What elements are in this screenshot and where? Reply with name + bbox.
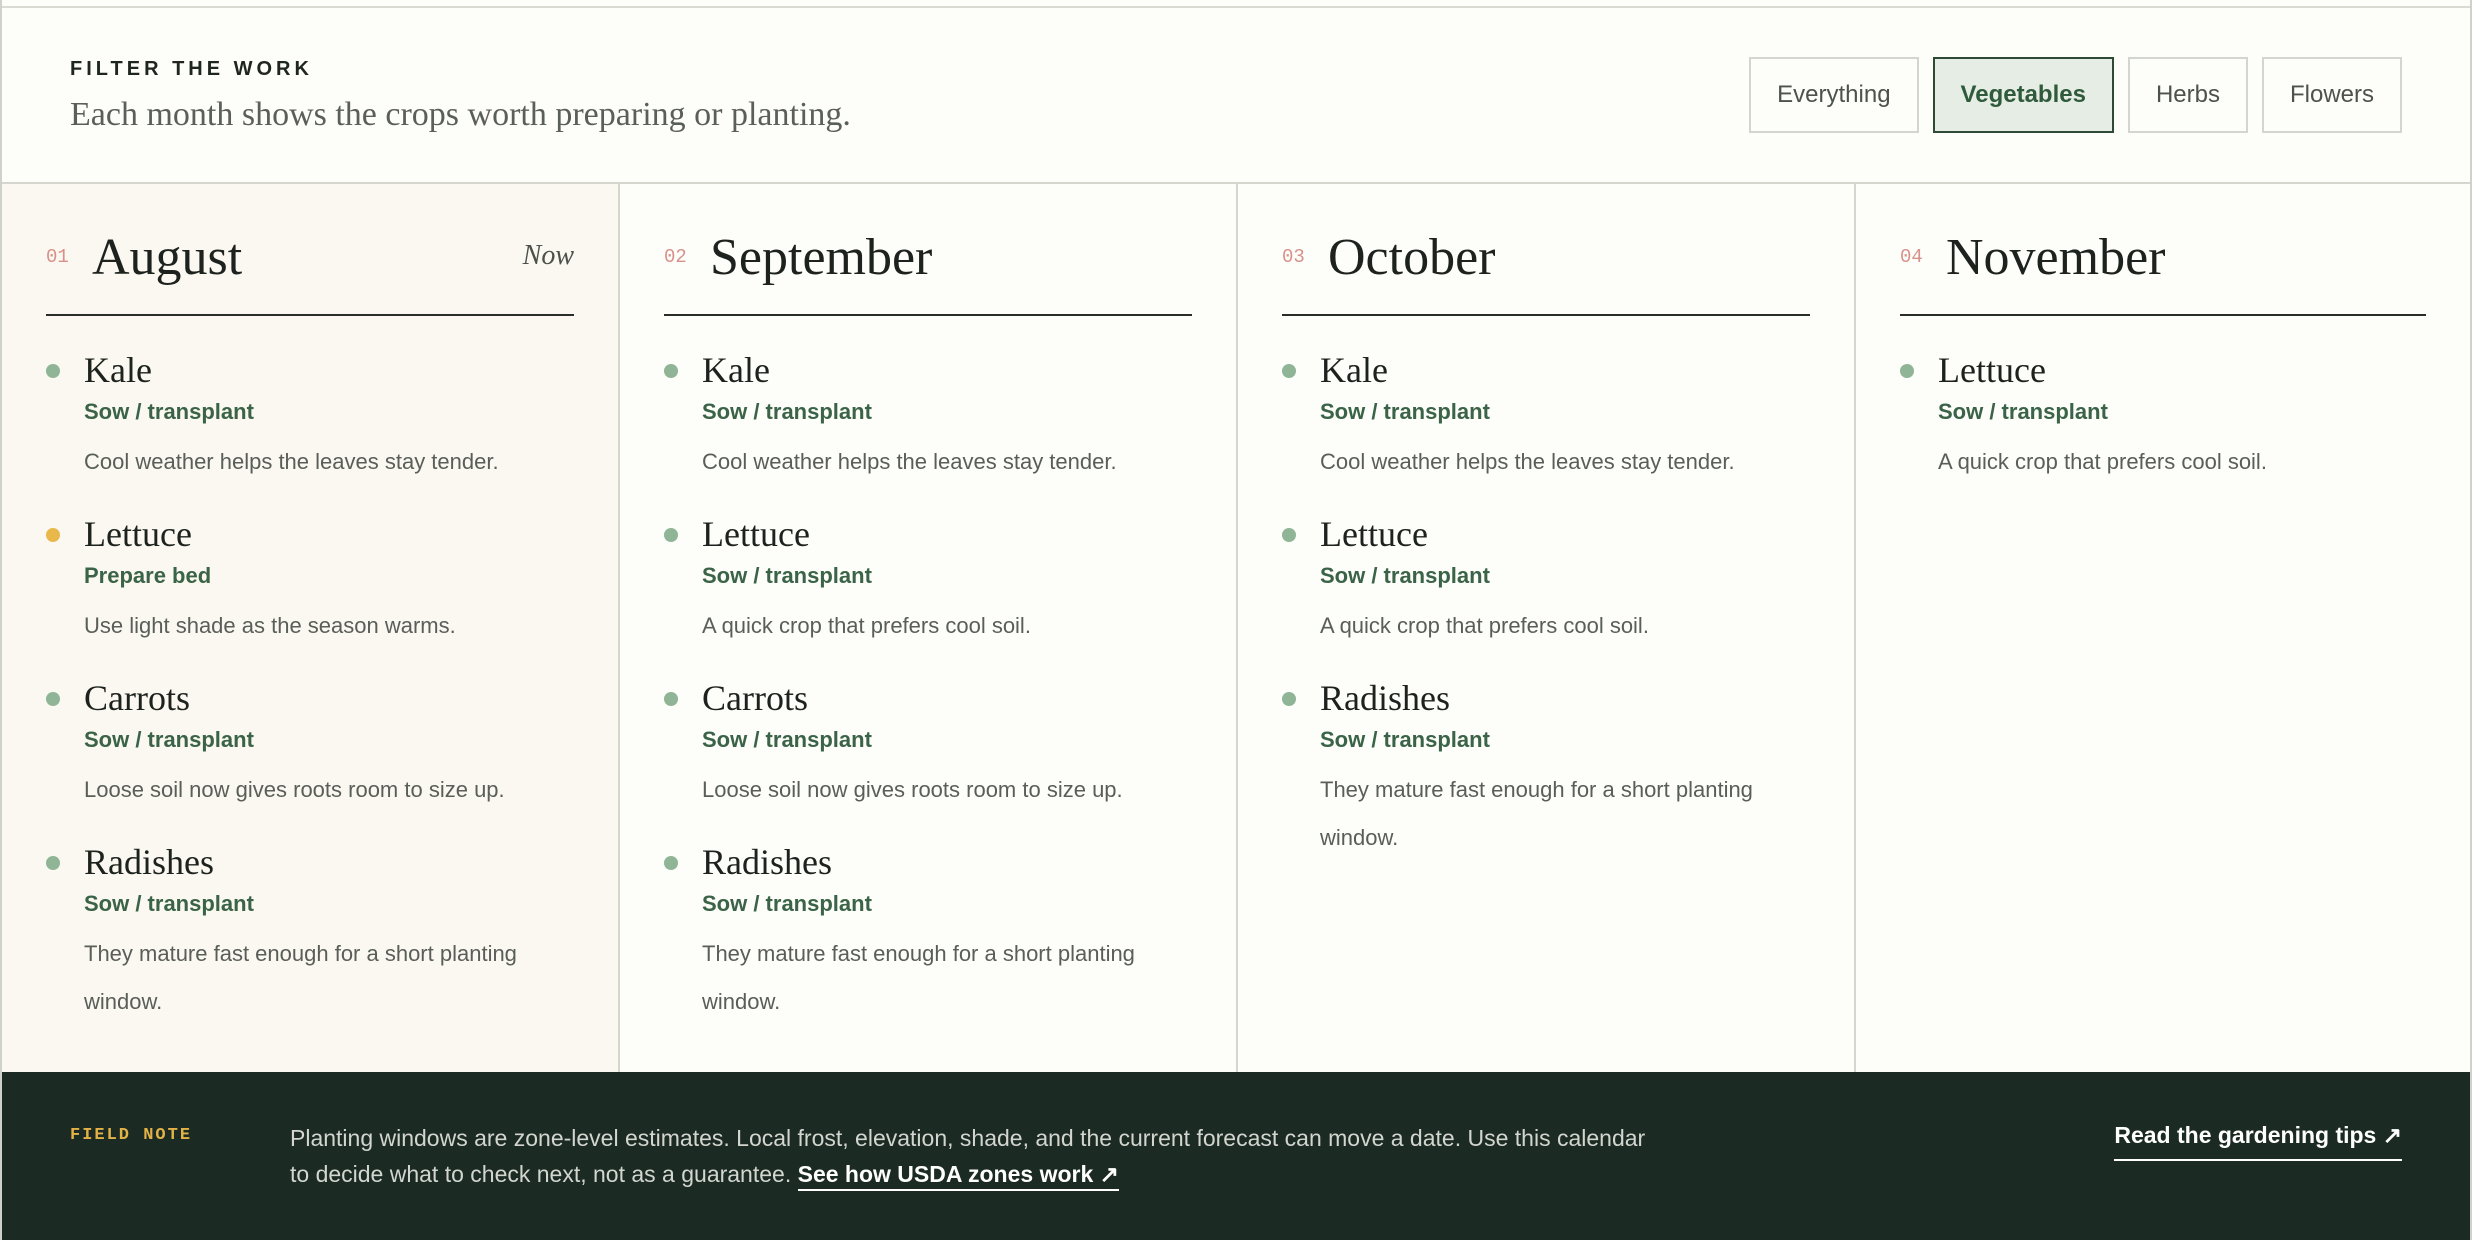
crop-item <box>46 512 574 650</box>
crop-action: Sow / transplant <box>1320 563 1490 588</box>
crop-action: Sow / transplant <box>1938 399 2108 424</box>
crop-note: Cool weather helps the leaves stay tender. <box>1320 449 1735 474</box>
crop-item <box>1282 512 1810 650</box>
crop-item <box>46 840 574 1026</box>
crop-item <box>664 840 1192 1026</box>
filter-eyebrow: FILTER THE WORK <box>70 58 313 80</box>
sow-status-dot <box>664 856 678 870</box>
crop-note: Cool weather helps the leaves stay tender. <box>84 449 499 474</box>
crop-name: Carrots <box>702 678 808 718</box>
crop-note: They mature fast enough for a short planting window. <box>84 941 517 1014</box>
crop-action: Sow / transplant <box>84 399 254 424</box>
month-column <box>620 184 1238 1072</box>
crop-name: Lettuce <box>84 514 192 554</box>
sow-status-dot <box>664 692 678 706</box>
crop-action: Sow / transplant <box>702 399 872 424</box>
filter-herbs-button[interactable]: Herbs <box>2128 57 2248 133</box>
month-header <box>46 228 574 316</box>
filter-header <box>2 8 2470 184</box>
month-column <box>1856 184 2470 1072</box>
month-header <box>1900 228 2426 316</box>
crop-name: Lettuce <box>1320 514 1428 554</box>
sow-status-dot <box>664 528 678 542</box>
crop-name: Lettuce <box>1938 350 2046 390</box>
crop-list <box>1282 348 1810 862</box>
crop-name: Kale <box>702 350 770 390</box>
crop-item <box>46 348 574 486</box>
crop-item <box>46 676 574 814</box>
crop-action: Sow / transplant <box>1320 727 1490 752</box>
field-note-text <box>290 1120 1650 1192</box>
crop-name: Lettuce <box>702 514 810 554</box>
crop-note: They mature fast enough for a short planting window. <box>702 941 1135 1014</box>
month-column <box>2 184 620 1072</box>
filter-vegetables-button[interactable]: Vegetables <box>1933 57 2114 133</box>
month-header <box>664 228 1192 316</box>
crop-name: Radishes <box>702 842 832 882</box>
crop-note: Use light shade as the season warms. <box>84 613 456 638</box>
crop-item <box>1900 348 2426 486</box>
month-name: October <box>1328 229 1496 286</box>
crop-item <box>1282 676 1810 862</box>
crop-action: Sow / transplant <box>84 891 254 916</box>
month-name: November <box>1946 229 2166 286</box>
filter-flowers-button[interactable]: Flowers <box>2262 57 2402 133</box>
crop-action: Sow / transplant <box>1320 399 1490 424</box>
crop-note: A quick crop that prefers cool soil. <box>702 613 1031 638</box>
gardening-tips-link[interactable]: Read the gardening tips ↗ <box>2114 1122 2402 1161</box>
month-number: 02 <box>664 246 687 268</box>
crop-item <box>664 676 1192 814</box>
month-header <box>1282 228 1810 316</box>
month-number: 04 <box>1900 246 1923 268</box>
sow-status-dot <box>46 856 60 870</box>
crop-item <box>1282 348 1810 486</box>
filter-group <box>1749 57 2402 133</box>
field-note-label: FIELD NOTE <box>70 1126 193 1145</box>
crop-list <box>1900 348 2426 486</box>
usda-zones-link[interactable]: See how USDA zones work ↗ <box>798 1161 1119 1191</box>
month-number: 03 <box>1282 246 1305 268</box>
sow-status-dot <box>46 364 60 378</box>
prepare-status-dot <box>46 528 60 542</box>
crop-note: A quick crop that prefers cool soil. <box>1320 613 1649 638</box>
filter-subtitle: Each month shows the crops worth preparing or planting. <box>70 96 851 133</box>
crop-name: Kale <box>1320 350 1388 390</box>
crop-action: Prepare bed <box>84 563 212 588</box>
crop-item <box>664 512 1192 650</box>
crop-note: A quick crop that prefers cool soil. <box>1938 449 2267 474</box>
crop-name: Radishes <box>84 842 214 882</box>
crop-action: Sow / transplant <box>702 891 872 916</box>
month-name: September <box>710 229 933 286</box>
crop-note: Loose soil now gives roots room to size up. <box>84 777 505 802</box>
filter-everything-button[interactable]: Everything <box>1749 57 1918 133</box>
crop-list <box>46 348 574 1026</box>
crop-list <box>664 348 1192 1026</box>
current-month-tag: Now <box>522 240 574 271</box>
sow-status-dot <box>1282 528 1296 542</box>
crop-name: Carrots <box>84 678 190 718</box>
crop-item <box>664 348 1192 486</box>
field-note-footer <box>2 1072 2470 1240</box>
crop-note: Cool weather helps the leaves stay tender. <box>702 449 1117 474</box>
sow-status-dot <box>1282 692 1296 706</box>
crop-name: Radishes <box>1320 678 1450 718</box>
crop-note: They mature fast enough for a short planting window. <box>1320 777 1753 850</box>
sow-status-dot <box>1900 364 1914 378</box>
sow-status-dot <box>1282 364 1296 378</box>
sow-status-dot <box>664 364 678 378</box>
crop-action: Sow / transplant <box>702 563 872 588</box>
month-name: August <box>92 229 243 286</box>
sow-status-dot <box>46 692 60 706</box>
month-number: 01 <box>46 246 69 268</box>
crop-action: Sow / transplant <box>84 727 254 752</box>
month-grid <box>2 184 2470 1072</box>
crop-action: Sow / transplant <box>702 727 872 752</box>
month-column <box>1238 184 1856 1072</box>
crop-name: Kale <box>84 350 152 390</box>
crop-note: Loose soil now gives roots room to size up. <box>702 777 1123 802</box>
field-note-body: Planting windows are zone-level estimates. Local frost, elevation, shade, and the current forecast can move a date. Use this calendar to decide what to check next, not as a guarantee. <box>290 1125 1646 1187</box>
